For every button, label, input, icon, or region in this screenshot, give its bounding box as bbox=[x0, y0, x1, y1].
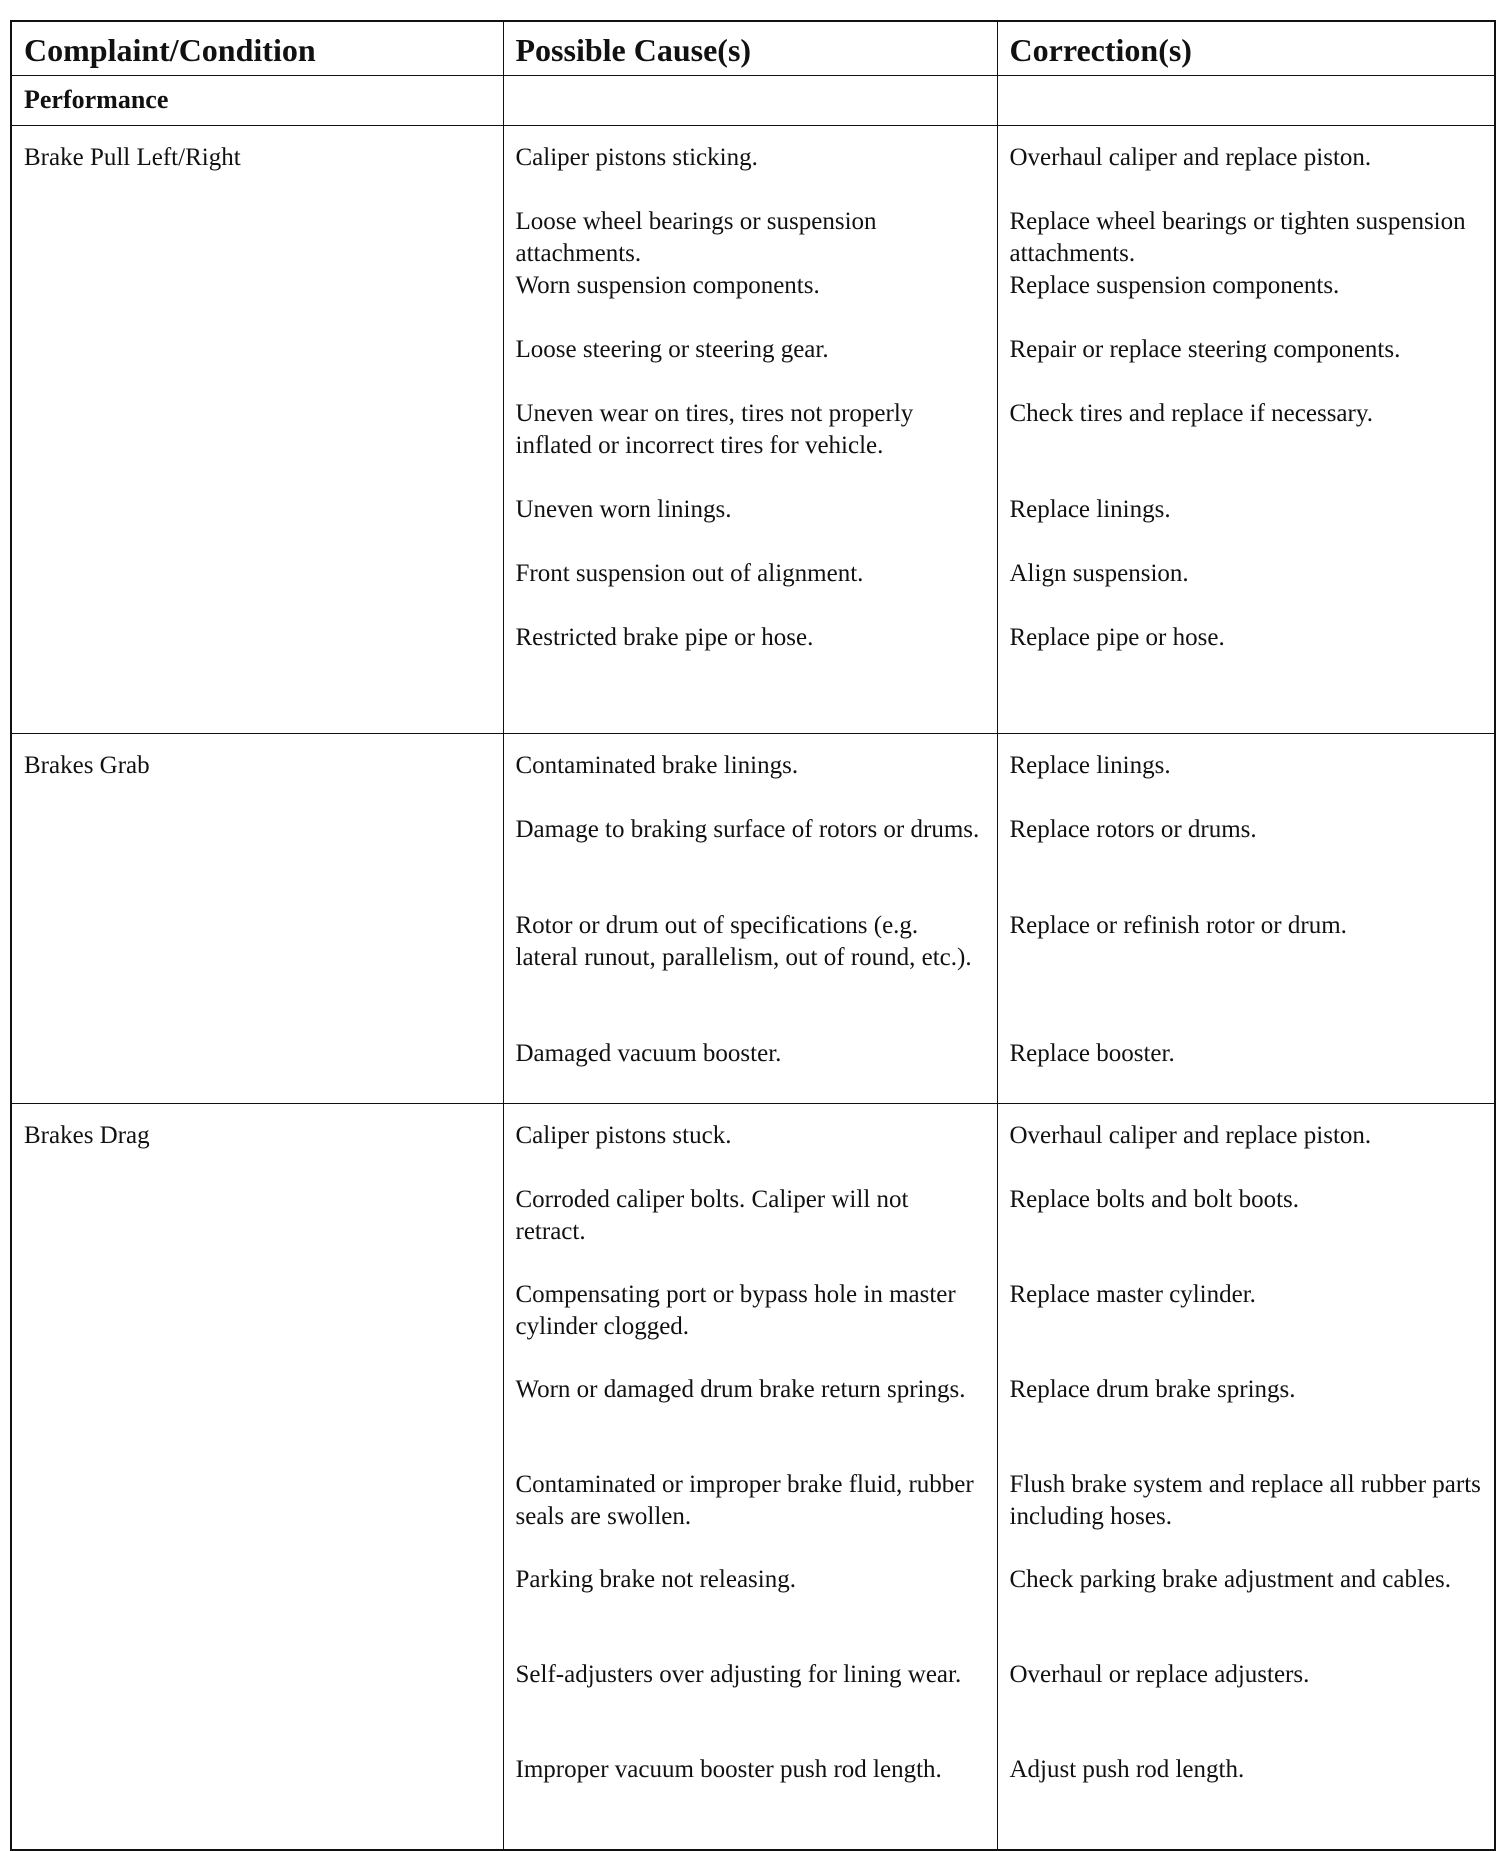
correction-cell bbox=[997, 733, 1495, 1103]
correction-item: Replace drum brake springs. bbox=[1009, 1375, 1296, 1403]
correction-item: Repair or replace steering components. bbox=[1009, 335, 1401, 363]
correction-item: Overhaul or replace adjusters. bbox=[1009, 1660, 1310, 1688]
correction-item: Replace linings. bbox=[1009, 751, 1171, 779]
group-brake-pull bbox=[11, 125, 1495, 733]
cause-item: Worn suspension components. bbox=[515, 271, 820, 299]
cause-item: Damaged vacuum booster. bbox=[515, 1039, 782, 1067]
cause-item: Compensating port or bypass hole in master cylinder clogged. bbox=[515, 1280, 956, 1340]
section-empty-cause bbox=[503, 75, 997, 125]
correction-item: Replace linings. bbox=[1009, 495, 1171, 523]
condition-label: Brake Pull Left/Right bbox=[24, 143, 241, 171]
cause-cell bbox=[503, 1103, 997, 1850]
cause-item: Damage to braking surface of rotors or drums. bbox=[515, 815, 980, 843]
correction-item: Overhaul caliper and replace piston. bbox=[1009, 1121, 1372, 1149]
cause-item: Front suspension out of alignment. bbox=[515, 559, 864, 587]
troubleshooting-table bbox=[10, 20, 1496, 1851]
section-title: Performance bbox=[11, 75, 503, 125]
cause-item: Loose wheel bearings or suspension attachments. bbox=[515, 207, 877, 267]
group-brakes-grab bbox=[11, 733, 1495, 1103]
header-condition: Complaint/Condition bbox=[11, 21, 503, 75]
cause-item: Improper vacuum booster push rod length. bbox=[515, 1755, 942, 1783]
cause-item: Rotor or drum out of specifications (e.g. lateral runout, parallelism, out of round, etc.). bbox=[515, 911, 972, 971]
cause-item: Loose steering or steering gear. bbox=[515, 335, 829, 363]
correction-item: Replace pipe or hose. bbox=[1009, 623, 1225, 651]
correction-cell bbox=[997, 1103, 1495, 1850]
correction-item: Flush brake system and replace all rubber parts including hoses. bbox=[1009, 1470, 1481, 1530]
correction-item: Overhaul caliper and replace piston. bbox=[1009, 143, 1372, 171]
cause-item: Parking brake not releasing. bbox=[515, 1565, 796, 1593]
header-row bbox=[11, 21, 1495, 75]
correction-item: Replace master cylinder. bbox=[1009, 1280, 1256, 1308]
correction-item: Align suspension. bbox=[1009, 559, 1189, 587]
correction-cell bbox=[997, 125, 1495, 733]
cause-item: Worn or damaged drum brake return springs. bbox=[515, 1375, 966, 1403]
correction-item: Replace rotors or drums. bbox=[1009, 815, 1257, 843]
cause-cell bbox=[503, 733, 997, 1103]
section-row bbox=[11, 75, 1495, 125]
correction-item: Replace wheel bearings or tighten suspension attachments. bbox=[1009, 207, 1466, 267]
condition-label: Brakes Grab bbox=[24, 751, 150, 779]
section-empty-correction bbox=[997, 75, 1495, 125]
correction-item: Check tires and replace if necessary. bbox=[1009, 399, 1373, 427]
cause-item: Uneven wear on tires, tires not properly inflated or incorrect tires for vehicle. bbox=[515, 399, 914, 459]
correction-item: Replace bolts and bolt boots. bbox=[1009, 1185, 1300, 1213]
cause-item: Caliper pistons sticking. bbox=[515, 143, 758, 171]
cause-item: Caliper pistons stuck. bbox=[515, 1121, 732, 1149]
cause-item: Contaminated or improper brake fluid, rubber seals are swollen. bbox=[515, 1470, 974, 1530]
cause-cell bbox=[503, 125, 997, 733]
condition-cell bbox=[11, 733, 503, 1103]
cause-item: Uneven worn linings. bbox=[515, 495, 732, 523]
header-cause: Possible Cause(s) bbox=[503, 21, 997, 75]
correction-item: Check parking brake adjustment and cables. bbox=[1009, 1565, 1452, 1593]
condition-label: Brakes Drag bbox=[24, 1121, 150, 1149]
cause-item: Self-adjusters over adjusting for lining wear. bbox=[515, 1660, 962, 1688]
condition-cell bbox=[11, 125, 503, 733]
header-correction: Correction(s) bbox=[997, 21, 1495, 75]
cause-item: Contaminated brake linings. bbox=[515, 751, 799, 779]
cause-item: Restricted brake pipe or hose. bbox=[515, 623, 814, 651]
correction-item: Adjust push rod length. bbox=[1009, 1755, 1245, 1783]
correction-item: Replace booster. bbox=[1009, 1039, 1175, 1067]
condition-cell bbox=[11, 1103, 503, 1850]
group-brakes-drag bbox=[11, 1103, 1495, 1850]
cause-item: Corroded caliper bolts. Caliper will not retract. bbox=[515, 1185, 909, 1245]
correction-item: Replace suspension components. bbox=[1009, 271, 1340, 299]
correction-item: Replace or refinish rotor or drum. bbox=[1009, 911, 1347, 939]
